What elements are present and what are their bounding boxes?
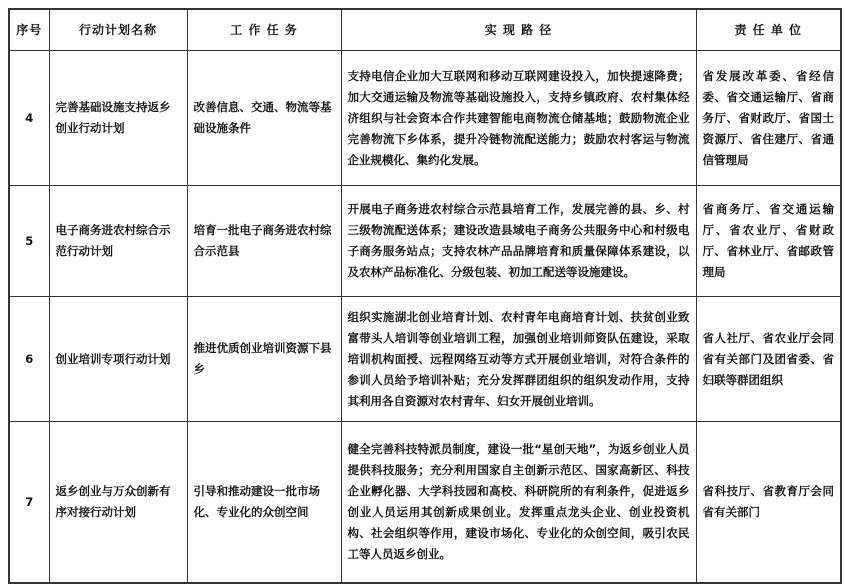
- row-no: 7: [9, 422, 49, 584]
- header-unit: 责 任 单 位: [696, 9, 841, 51]
- table-header: [9, 9, 841, 51]
- table-row: [9, 422, 841, 584]
- row-no: 5: [9, 186, 49, 297]
- row-path: 支持电信企业加大互联网和移动互联网建设投入，加快提速降费；加大交通运输及物流等基础设施投入，支持乡镇政府、农村集体经济组织与社会资本合作共建智能电商物流仓储基地；鼓励物流企业完善物流下乡体系，提升冷链物流配送能力；鼓励农村客运与物流企业规模化、集约化发展。: [341, 51, 696, 186]
- table-row: [9, 186, 841, 297]
- row-path: 健全完善科技特派员制度，建设一批“星创天地”，为返乡创业人员提供科技服务；充分利用国家自主创新示范区、国家高新区、科技企业孵化器、大学科技园和高校、科研院所的有利条件，促进返乡创业人员运用其创新成果创业。发挥重点龙头企业、创业投资机构、社会组织等作用，建设市场化、专业化的众创空间，吸引农民工等人员返乡创业。: [341, 422, 696, 584]
- row-task: 引导和推动建设一批市场化、专业化的众创空间: [187, 422, 341, 584]
- table-row: [9, 297, 841, 422]
- row-plan: 创业培训专项行动计划: [49, 297, 187, 422]
- action-plan-table: [8, 8, 842, 584]
- row-task: 培育一批电子商务进农村综合示范县: [187, 186, 341, 297]
- header-task: 工 作 任 务: [187, 9, 341, 51]
- header-plan: 行动计划名称: [49, 9, 187, 51]
- row-unit: 省科技厅、省教育厅会同省有关部门: [696, 422, 841, 584]
- row-path: 开展电子商务进农村综合示范县培育工作，发展完善的县、乡、村三级物流配送体系；建设改造县域电子商务公共服务中心和村级电子商务服务站点；支持农林产品品牌培育和质量保障体系建设，以及农林产品标准化、分级包装、初加工配送等设施建设。: [341, 186, 696, 297]
- table-row: [9, 51, 841, 186]
- row-unit: 省商务厅、省交通运输厅、省农业厅、省财政厅、省林业厅、省邮政管理局: [696, 186, 841, 297]
- row-plan: 完善基础设施支持返乡创业行动计划: [49, 51, 187, 186]
- row-task: 推进优质创业培训资源下县乡: [187, 297, 341, 422]
- row-no: 6: [9, 297, 49, 422]
- row-plan: 电子商务进农村综合示范行动计划: [49, 186, 187, 297]
- row-unit: 省人社厅、省农业厅会同省有关部门及团省委、省妇联等群团组织: [696, 297, 841, 422]
- row-no: 4: [9, 51, 49, 186]
- header-no: 序号: [9, 9, 49, 51]
- row-plan: 返乡创业与万众创新有序对接行动计划: [49, 422, 187, 584]
- row-unit: 省发展改革委、省经信委、省交通运输厅、省商务厅、省财政厅、省国土资源厅、省住建厅、省通信管理局: [696, 51, 841, 186]
- row-path: 组织实施湖北创业培育计划、农村青年电商培育计划、扶贫创业致富带头人培训等创业培训工程，加强创业培训师资队伍建设，采取培训机构面授、远程网络互动等方式开展创业培训，对符合条件的参训人员给予培训补贴；充分发挥群团组织的组织发动作用，支持其利用各自资源对农村青年、妇女开展创业培训。: [341, 297, 696, 422]
- header-path: 实 现 路 径: [341, 9, 696, 51]
- row-task: 改善信息、交通、物流等基础设施条件: [187, 51, 341, 186]
